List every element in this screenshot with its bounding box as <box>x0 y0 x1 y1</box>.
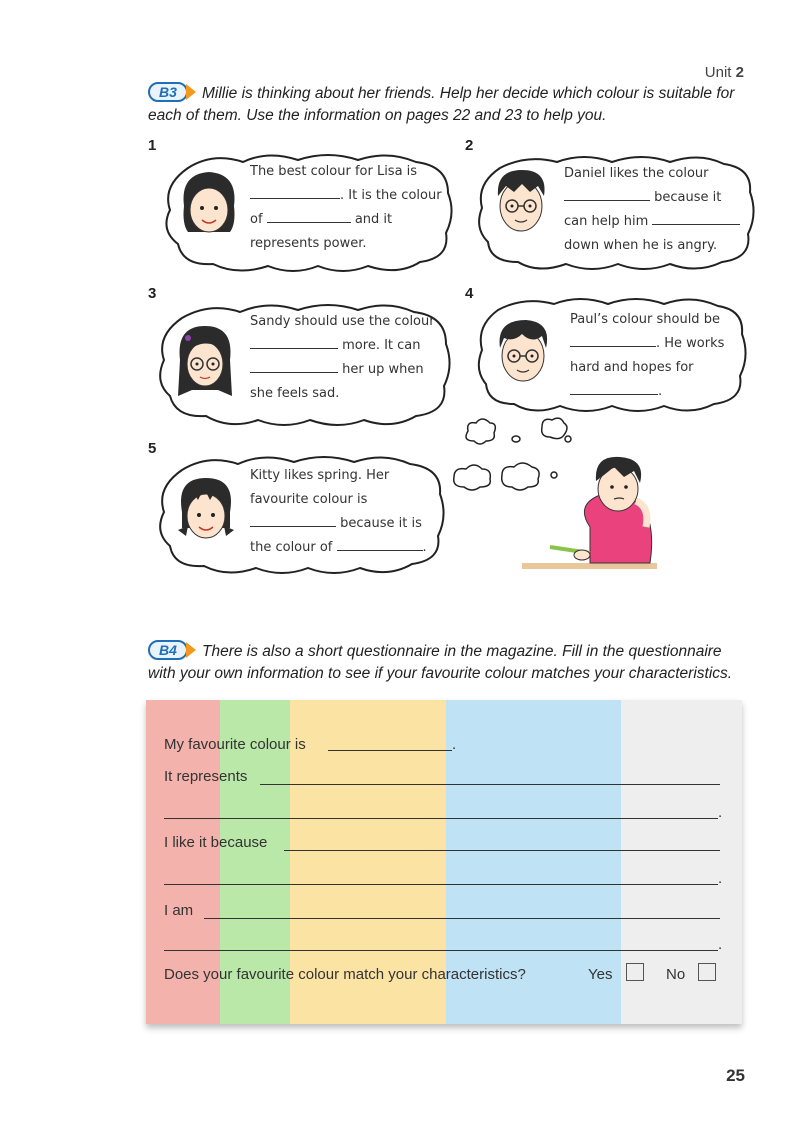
paul-line-1: Paul’s colour should be <box>570 312 720 327</box>
kitty-line-3: because it is <box>340 516 422 531</box>
page-number: 25 <box>726 1066 745 1085</box>
like-because-label: I like it because <box>164 834 268 851</box>
item-number-2: 2 <box>465 137 474 154</box>
play-arrow-icon <box>186 84 196 100</box>
questionnaire-card <box>146 700 742 1024</box>
answer-blank[interactable] <box>652 211 740 225</box>
i-am-line-2[interactable] <box>164 950 718 951</box>
i-am-label: I am <box>164 902 194 919</box>
sandy-line-4: she feels sad. <box>250 386 340 401</box>
item-number-3: 3 <box>148 285 157 302</box>
lisa-line-4: and it <box>354 212 393 227</box>
paul-line-2: . He works <box>656 336 725 351</box>
thought-cloud-3 <box>152 296 457 432</box>
thought-cloud-4 <box>472 292 750 418</box>
no-checkbox[interactable] <box>698 963 716 981</box>
lisa-line-1: The best colour for Lisa is <box>250 164 418 179</box>
item-number-5: 5 <box>148 440 157 457</box>
thought-bubbles-icon <box>454 418 571 490</box>
kitty-face-icon <box>174 472 238 550</box>
yes-checkbox[interactable] <box>626 963 644 981</box>
lisa-line-3: of <box>250 212 263 227</box>
b3-badge <box>148 81 198 103</box>
sandy-line-3: her up when <box>342 362 424 377</box>
play-arrow-icon <box>186 642 196 658</box>
b4-instruction-text: There is also a short questionnaire in the magazine. Fill in the questionnaire with your own information to see if your favourite colour matches your characteristics. <box>148 643 733 682</box>
thought-cloud-5 <box>152 450 452 580</box>
represents-label: It represents <box>164 768 248 785</box>
b3-instruction <box>148 83 748 127</box>
answer-blank[interactable] <box>250 335 338 349</box>
answer-blank[interactable] <box>337 537 423 551</box>
sandy-line-2: more. It can <box>342 338 421 353</box>
represents-line-2[interactable] <box>164 818 718 819</box>
period: . <box>718 804 723 821</box>
daniel-line-1: Daniel likes the colour <box>564 166 709 181</box>
lisa-face-icon <box>178 166 240 240</box>
b3-instruction-text: Millie is thinking about her friends. Help her decide which colour is suitable for each of them. Use the information on pages 22 and 23 to help you. <box>148 85 735 124</box>
match-question: Does your favourite colour match your characteristics? <box>164 966 526 983</box>
bubble-text-5 <box>250 464 427 560</box>
yes-label: Yes <box>588 966 613 983</box>
sandy-line-1: Sandy should use the colour <box>250 314 435 329</box>
kitty-line-2: favourite colour is <box>250 492 368 507</box>
thought-cloud-1 <box>158 148 458 278</box>
bubble-text-1 <box>250 160 442 256</box>
like-because-line[interactable] <box>284 850 720 851</box>
kitty-line-4: the colour of <box>250 540 333 555</box>
period: . <box>452 736 457 753</box>
b4-badge <box>148 639 198 661</box>
item-number-1: 1 <box>148 137 157 154</box>
favourite-colour-label: My favourite colour is <box>164 736 306 753</box>
thought-cloud-2 <box>472 150 757 276</box>
no-label: No <box>666 966 686 983</box>
represents-line[interactable] <box>260 784 720 785</box>
like-because-line-2[interactable] <box>164 884 718 885</box>
paul-line-3: hard and hopes for <box>570 360 694 375</box>
answer-blank[interactable] <box>564 187 650 201</box>
period: . <box>718 936 723 953</box>
kitty-line-1: Kitty likes spring. Her <box>250 468 390 483</box>
answer-blank[interactable] <box>570 333 656 347</box>
daniel-line-2: because it <box>654 190 722 205</box>
answer-blank[interactable] <box>267 209 351 223</box>
b4-badge-label: B4 <box>148 640 188 660</box>
unit-number: 2 <box>735 64 744 81</box>
paul-line-4: . <box>658 384 663 399</box>
bubble-text-4 <box>570 308 724 404</box>
unit-word: Unit <box>704 64 732 81</box>
b4-instruction <box>148 641 748 685</box>
daniel-face-icon <box>490 164 552 238</box>
bubble-text-3 <box>250 310 435 406</box>
unit-label <box>705 64 744 81</box>
answer-blank[interactable] <box>250 513 336 527</box>
answer-blank[interactable] <box>250 359 338 373</box>
millie-thinking-illustration <box>450 415 680 575</box>
paul-face-icon <box>492 314 554 388</box>
sandy-face-icon <box>174 320 236 402</box>
bubble-text-2 <box>564 162 740 258</box>
lisa-line-2: . It is the colour <box>340 188 442 203</box>
i-am-line[interactable] <box>204 918 720 919</box>
period: . <box>718 870 723 887</box>
answer-blank[interactable] <box>250 185 340 199</box>
lisa-line-5: represents power. <box>250 236 367 251</box>
b3-badge-label: B3 <box>148 82 188 102</box>
item-number-4: 4 <box>465 285 474 302</box>
kitty-line-5: . <box>422 540 427 555</box>
desk-icon <box>522 563 657 569</box>
daniel-line-4: down when he is angry. <box>564 238 718 253</box>
daniel-line-3: can help him <box>564 214 649 229</box>
answer-blank[interactable] <box>570 381 658 395</box>
favourite-colour-line[interactable] <box>328 750 452 751</box>
